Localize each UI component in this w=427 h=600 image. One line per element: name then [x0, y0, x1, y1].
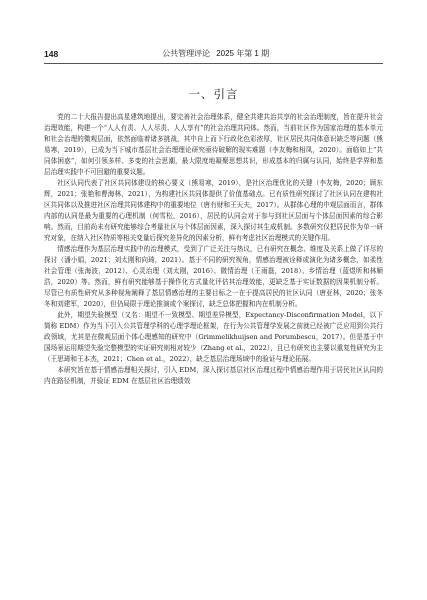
- journal-issue: 2025 年第 1 期: [216, 49, 270, 58]
- paragraph: 此外，期望失验模型（又名：期望不一致模型、期望差异模型，Expectancy-Disconfirmation Model，以下简称 EDM）作为当下引入公共管理学科的心理学理论框架，在行为公共管理学发展之前就已经被广泛应用到公共行政领域，尤其是在微观层面个体心理感知的研究中（Grimmelikhuijsen and Porumbescu，2017）。但是基于中国场景运用期望失验完整模型的实证研究则相对较少（Zhang et al.，2022），且已有研究也主要以重复性研究为主（王思琦和王本杰，2021；Chen et al.，2022），缺乏基层治理场域中的验证与理论拓展。: [44, 311, 383, 363]
- body-text: [44, 112, 383, 387]
- section-title: 一、引言: [188, 87, 239, 101]
- paragraph: 社区认同代表了社区共同体建设的核心要义（熊易寒，2019），是社区治理优化的关键（李友梅，2020；顾东辉，2021；张艳和曹海林，2021），为构建社区共同体提供了价值基础点。已有质性研究探讨了社区认同在建构社区共同体以及推进社区治理共同体建构中的重要地位（唐有财和王天夫，2017）。从群体心理的中观层面而言，群体内部的认同是最为重要的心理机制（何雪松，2016），居民的认同会对于参与到社区层面与个体层面因素的综合影响。然而，目前尚未有研究能够综合考量社区与个体层面因素，深入探讨其生成机制。多数研究仅把居民作为单一研究对象，在纳入社区特质等相关变量后探究差异化的因素分析，鲜有考虑社区治理模式的关键作用。: [44, 179, 383, 242]
- page-number: 148: [44, 49, 59, 59]
- paragraph: 本研究旨在基于情感治理相关探讨，引入 EDM，深入探讨基层社区治理过程中情感治理作用于居民社区认同的内在路径机制，并验证 EDM 在基层社区治理绩效: [44, 366, 383, 385]
- header-rule: [44, 63, 383, 64]
- running-header: [44, 47, 383, 61]
- journal-name: 公共管理评论: [162, 49, 211, 58]
- paragraph: 情感治理作为基层治理实践中的治理模式，受到了广泛关注与热议，已有研究在概念、维度及关系上做了详尽的探讨（潘小娟，2021；刘太刚和向琦，2021）。基于不同的研究视角，情感治理被诠释或演化为诸多概念，如柔性社会管理（张海波，2012）、心灵治理（刘太刚，2016）、微情治理（王雨磊，2018）、乡情治理（蓝煜昕和林顺浩，2020）等。然而，鲜有研究能够基于操作化方式量化评估其治理效能，更缺乏基于实证数据的因果机制分析。尽管已有质性研究从多种视角阐释了基层情感治理的主要目标之一在于提高居民的社区认同（唐亚林，2020；张冬冬和刘建军，2020），但仍局限于理论推演或个案探讨，缺乏总体把握和内在机制分析。: [44, 245, 383, 308]
- paragraph: 党的二十大报告提出高星建筑地提出，要完善社会治理体系，健全共建共治共享的社会治理制度，旨在提升社会治理效能，构建一个“人人有责、人人尽责、人人享有”的社会治理共同体。然而，当前社区作为国家治理的基本单元和社会治理的微观层面，依然面临着诸多挑战，其中自上而下行政化色彩浓厚，社区居民共同体意识缺乏等问题（熊易寒，2019），已成为当下城市基层社会治理理论研究亟待破解的现实难题（李友梅和相凤，2020）。面临如上“共同体困惑”，如何引领多样、多变的社会思潮，最大限度地凝聚思想共识，形成基本的归属与认同，始终是学界和基层治理实践中不可回避的重要议题。: [44, 113, 383, 176]
